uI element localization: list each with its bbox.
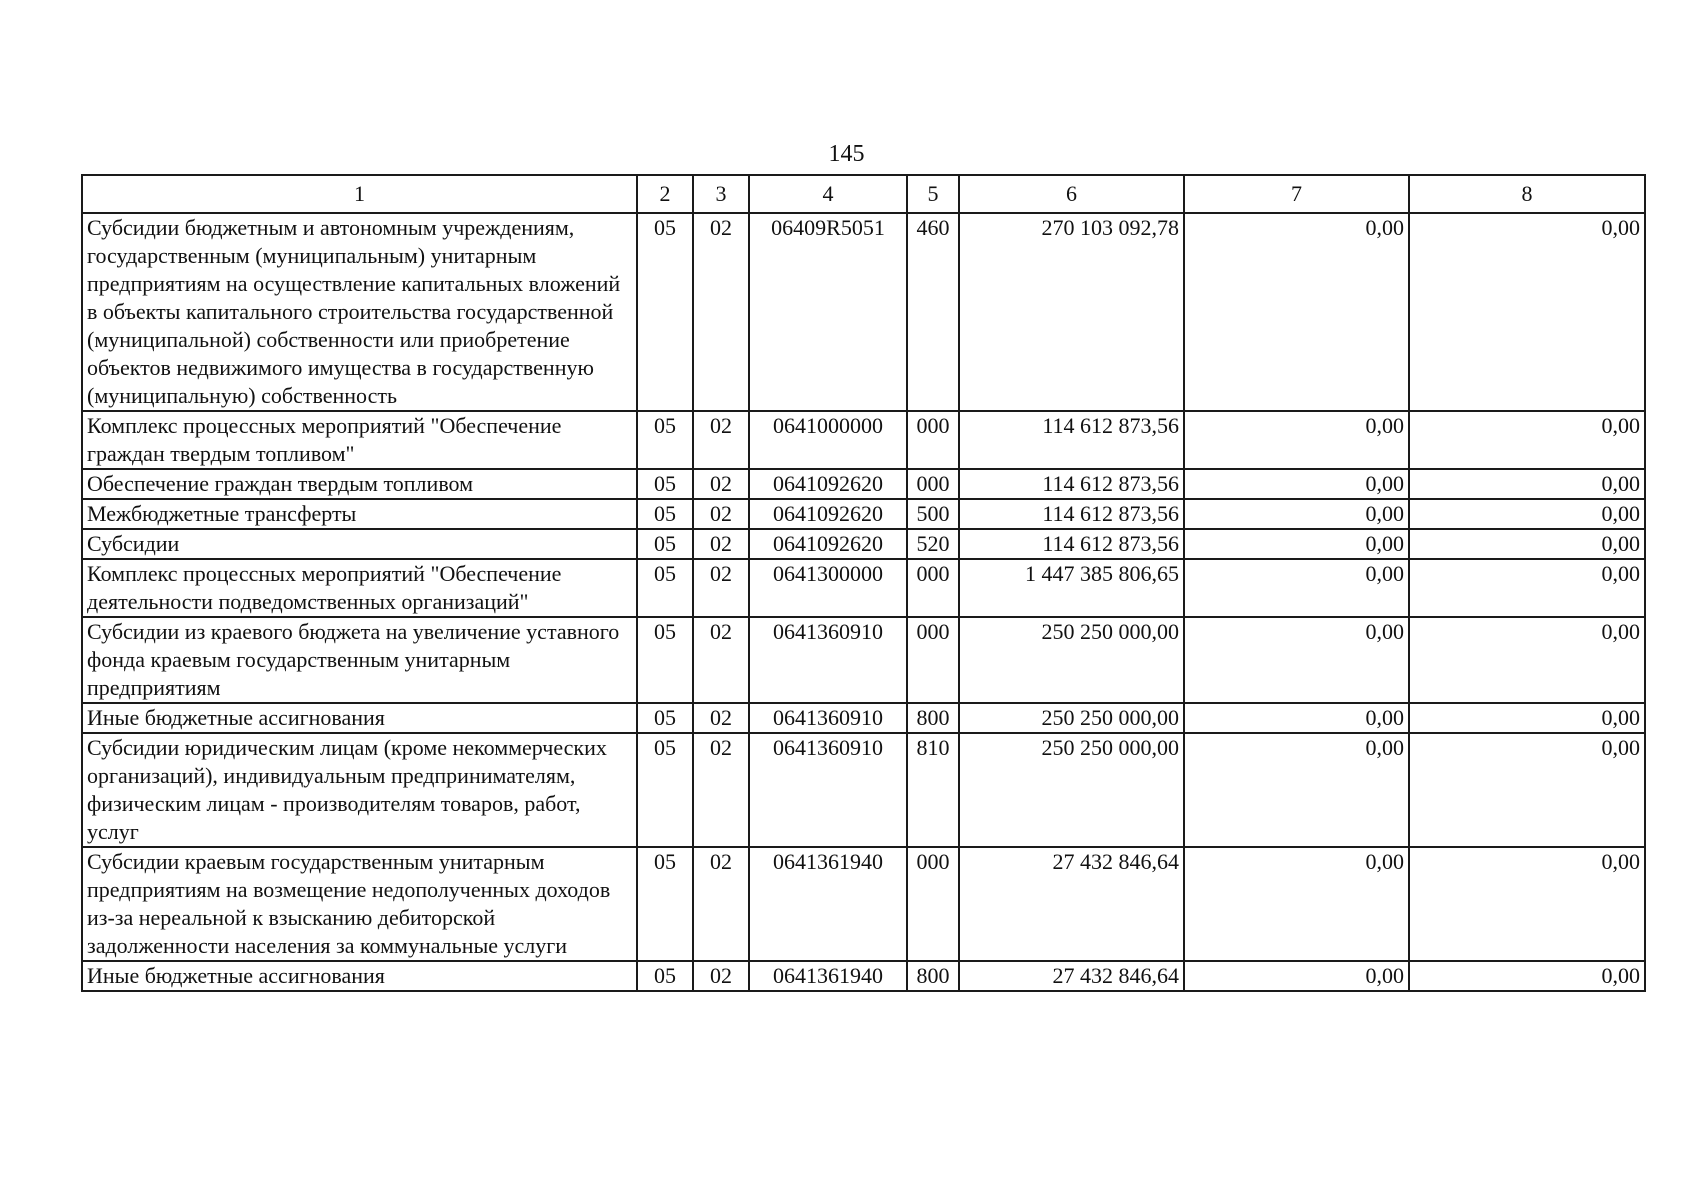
row-name: Субсидии [82,529,637,559]
table-row [82,529,1645,559]
row-section: 05 [637,499,693,529]
row-subsection: 02 [693,733,749,847]
row-subsection: 02 [693,847,749,961]
column-header-7: 7 [1184,175,1409,213]
row-target-code: 06409R5051 [749,213,907,411]
row-subsection: 02 [693,469,749,499]
row-amount-8: 0,00 [1409,499,1645,529]
row-expense-type: 800 [907,961,959,991]
row-name: Иные бюджетные ассигнования [82,703,637,733]
column-header-2: 2 [637,175,693,213]
row-target-code: 0641361940 [749,961,907,991]
row-section: 05 [637,733,693,847]
row-section: 05 [637,847,693,961]
row-amount-8: 0,00 [1409,733,1645,847]
row-amount-8: 0,00 [1409,559,1645,617]
row-amount-6: 114 612 873,56 [959,411,1184,469]
row-amount-6: 114 612 873,56 [959,499,1184,529]
column-header-4: 4 [749,175,907,213]
table-row [82,559,1645,617]
row-amount-6: 114 612 873,56 [959,529,1184,559]
row-amount-8: 0,00 [1409,847,1645,961]
row-amount-6: 270 103 092,78 [959,213,1184,411]
row-expense-type: 000 [907,469,959,499]
row-target-code: 0641360910 [749,703,907,733]
column-header-6: 6 [959,175,1184,213]
table-row [82,733,1645,847]
row-amount-8: 0,00 [1409,703,1645,733]
column-header-3: 3 [693,175,749,213]
row-amount-7: 0,00 [1184,469,1409,499]
row-subsection: 02 [693,213,749,411]
table-body [82,213,1645,991]
row-target-code: 0641092620 [749,499,907,529]
column-header-8: 8 [1409,175,1645,213]
row-section: 05 [637,617,693,703]
row-name: Иные бюджетные ассигнования [82,961,637,991]
row-amount-7: 0,00 [1184,529,1409,559]
row-target-code: 0641092620 [749,469,907,499]
row-expense-type: 000 [907,559,959,617]
row-section: 05 [637,213,693,411]
row-subsection: 02 [693,529,749,559]
row-subsection: 02 [693,961,749,991]
table-row [82,411,1645,469]
column-header-1: 1 [82,175,637,213]
table-row [82,213,1645,411]
row-name: Комплекс процессных мероприятий "Обеспечение граждан твердым топливом" [82,411,637,469]
row-expense-type: 460 [907,213,959,411]
row-subsection: 02 [693,617,749,703]
budget-table [81,174,1646,992]
row-subsection: 02 [693,499,749,529]
row-amount-6: 27 432 846,64 [959,847,1184,961]
row-section: 05 [637,703,693,733]
row-amount-8: 0,00 [1409,617,1645,703]
table-row [82,961,1645,991]
row-subsection: 02 [693,703,749,733]
row-amount-6: 250 250 000,00 [959,733,1184,847]
row-amount-8: 0,00 [1409,411,1645,469]
row-expense-type: 810 [907,733,959,847]
row-target-code: 0641361940 [749,847,907,961]
table-row [82,469,1645,499]
row-amount-8: 0,00 [1409,213,1645,411]
row-amount-7: 0,00 [1184,499,1409,529]
row-subsection: 02 [693,559,749,617]
row-amount-6: 27 432 846,64 [959,961,1184,991]
row-name: Субсидии из краевого бюджета на увеличение уставного фонда краевым государственным унитарным предприятиям [82,617,637,703]
row-amount-8: 0,00 [1409,961,1645,991]
row-target-code: 0641000000 [749,411,907,469]
row-section: 05 [637,411,693,469]
row-section: 05 [637,961,693,991]
row-target-code: 0641300000 [749,559,907,617]
table-row [82,499,1645,529]
row-subsection: 02 [693,411,749,469]
page-number: 145 [828,141,865,167]
row-amount-8: 0,00 [1409,469,1645,499]
row-expense-type: 000 [907,411,959,469]
column-number-row [82,175,1645,213]
row-amount-7: 0,00 [1184,617,1409,703]
row-name: Субсидии бюджетным и автономным учреждениям, государственным (муниципальным) унитарным предприятиям на осуществление капитальных вложений в объекты капитального строительства государственной (муниципальной) собственности или приобретение объектов недвижимого имущества в государственную (муниципальную) собственность [82,213,637,411]
row-section: 05 [637,469,693,499]
row-expense-type: 520 [907,529,959,559]
table-row [82,703,1645,733]
row-target-code: 0641360910 [749,733,907,847]
column-header-5: 5 [907,175,959,213]
row-amount-7: 0,00 [1184,733,1409,847]
row-name: Субсидии юридическим лицам (кроме некоммерческих организаций), индивидуальным предпринимателям, физическим лицам - производителям товаров, работ, услуг [82,733,637,847]
row-amount-6: 1 447 385 806,65 [959,559,1184,617]
row-amount-7: 0,00 [1184,213,1409,411]
row-expense-type: 000 [907,617,959,703]
row-name: Комплекс процессных мероприятий "Обеспечение деятельности подведомственных организаций" [82,559,637,617]
row-amount-6: 114 612 873,56 [959,469,1184,499]
row-amount-7: 0,00 [1184,411,1409,469]
row-name: Обеспечение граждан твердым топливом [82,469,637,499]
row-section: 05 [637,559,693,617]
row-expense-type: 000 [907,847,959,961]
row-name: Межбюджетные трансферты [82,499,637,529]
row-expense-type: 500 [907,499,959,529]
row-amount-6: 250 250 000,00 [959,617,1184,703]
row-amount-8: 0,00 [1409,529,1645,559]
row-target-code: 0641092620 [749,529,907,559]
table-row [82,847,1645,961]
row-amount-7: 0,00 [1184,961,1409,991]
row-amount-7: 0,00 [1184,559,1409,617]
row-amount-6: 250 250 000,00 [959,703,1184,733]
row-expense-type: 800 [907,703,959,733]
table-row [82,617,1645,703]
row-name: Субсидии краевым государственным унитарным предприятиям на возмещение недополученных доходов из-за нереальной к взысканию дебиторской задолженности населения за коммунальные услуги [82,847,637,961]
row-amount-7: 0,00 [1184,703,1409,733]
row-amount-7: 0,00 [1184,847,1409,961]
row-section: 05 [637,529,693,559]
row-target-code: 0641360910 [749,617,907,703]
